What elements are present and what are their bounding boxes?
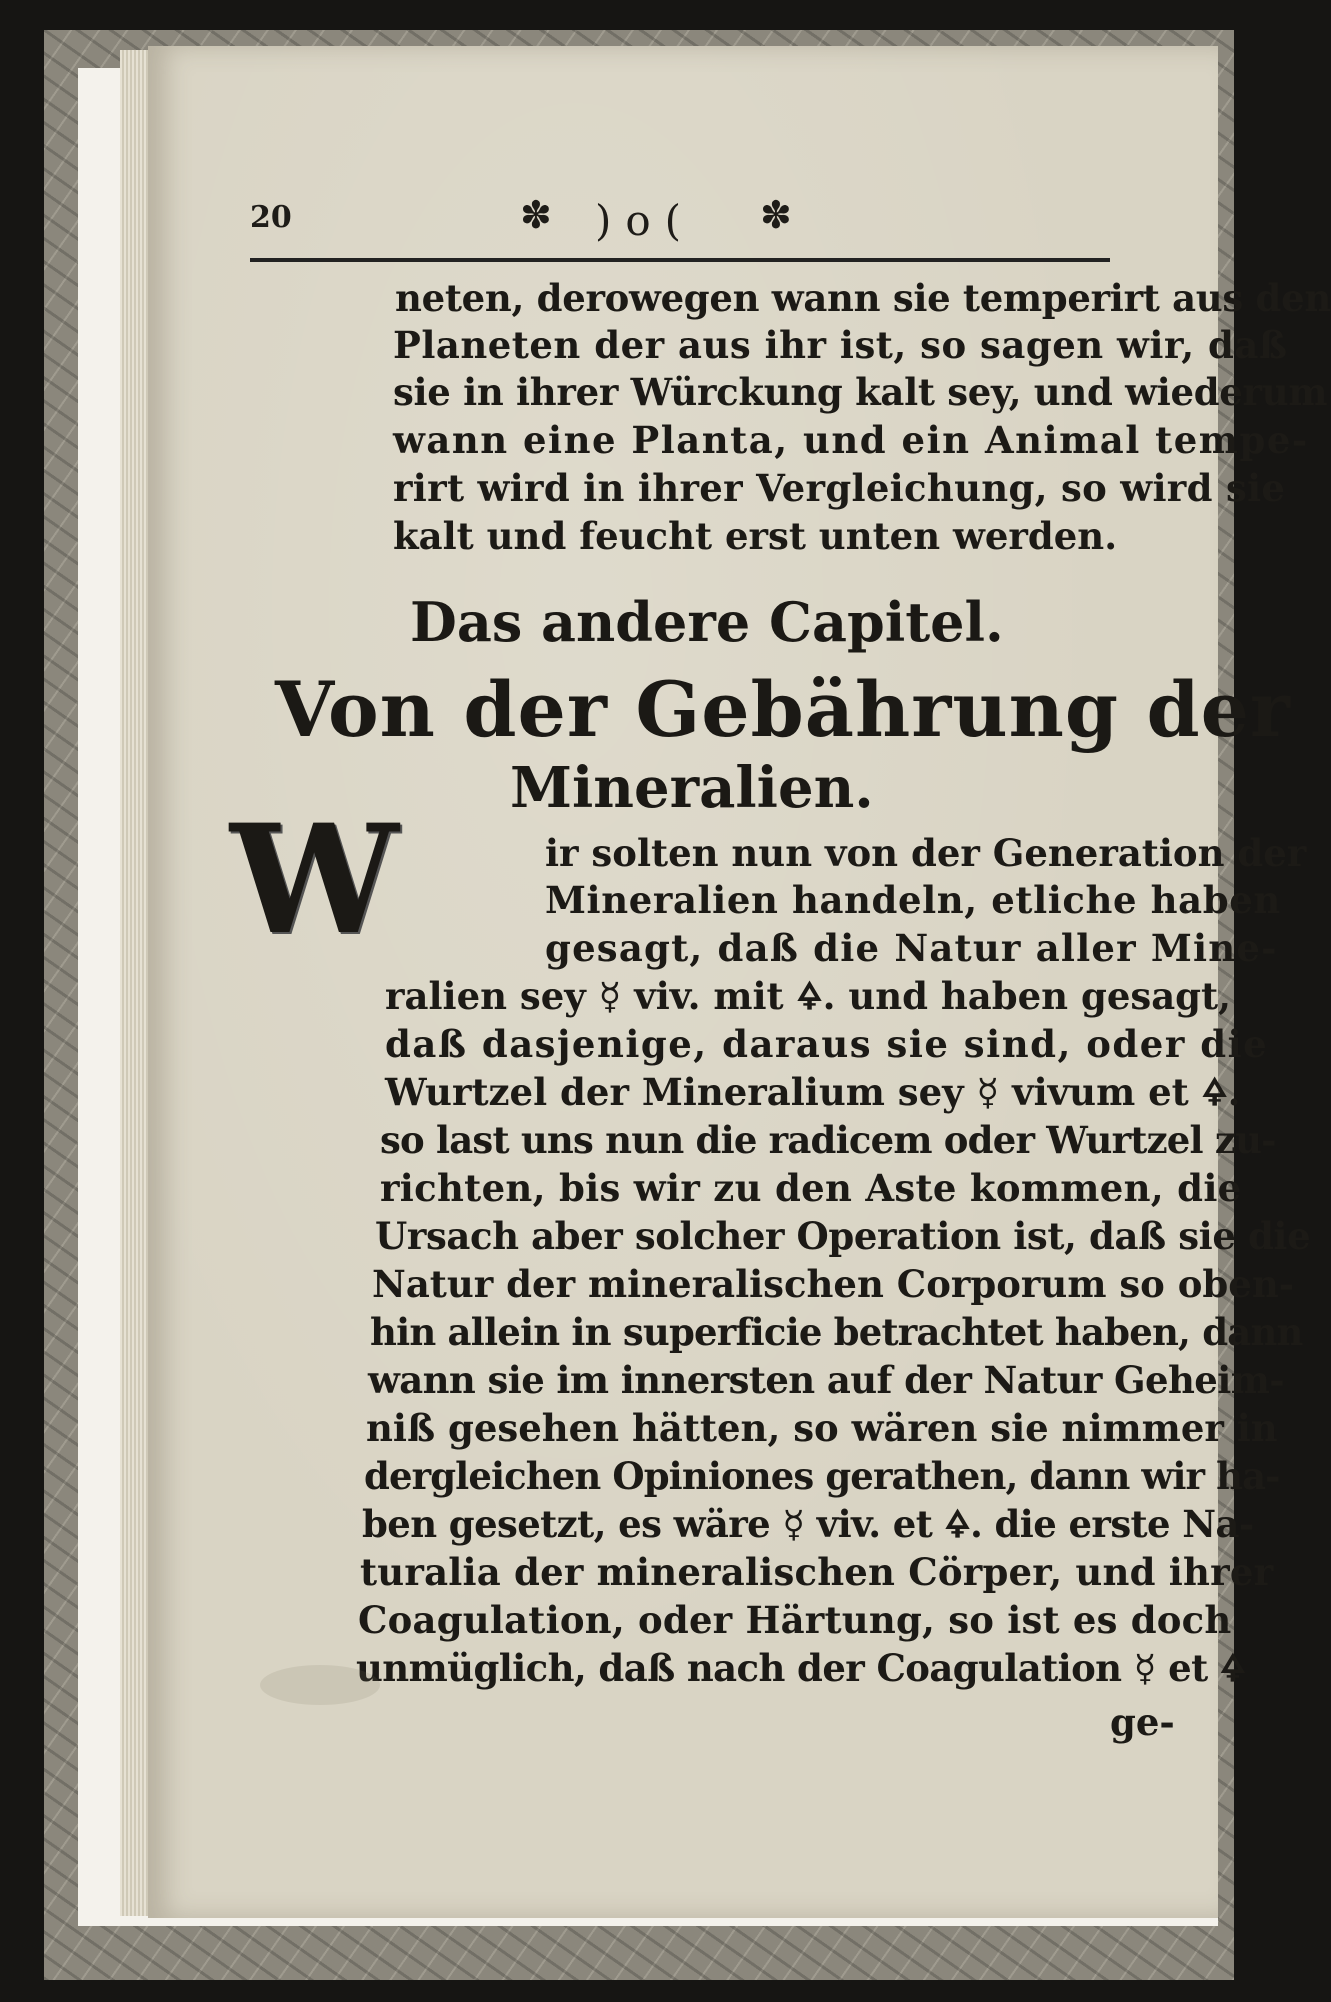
text-line: wann sie im innersten auf der Natur Geheim- (368, 1358, 1285, 1402)
paper-stain (260, 1665, 380, 1705)
text-line: ralien sey ☿ viv. mit 🜍. und haben gesagt, (385, 974, 1232, 1018)
text-line: Planeten der aus ihr ist, so sagen wir, daß (393, 323, 1288, 367)
text-line: dergleichen Opiniones gerathen, dann wir ha- (364, 1454, 1280, 1498)
text-line: Wurtzel der Mineralium sey ☿ vivum et 🜍. (385, 1070, 1241, 1114)
text-line: Ursach aber solcher Operation ist, daß sie die (375, 1214, 1311, 1258)
text-line: ir solten nun von der Generation der (545, 831, 1307, 875)
text-line: daß dasjenige, daraus sie sind, oder die (385, 1022, 1269, 1066)
chapter-number: Das andere Capitel. (410, 590, 1004, 654)
text-line: Mineralien handeln, etliche haben (545, 878, 1281, 922)
text-line: Coagulation, oder Härtung, so ist es doch (358, 1598, 1232, 1642)
text-line: neten, derowegen wann sie temperirt aus den (395, 276, 1331, 320)
text-line: hin allein in superficie betrachtet haben, dann (370, 1310, 1303, 1354)
page-number: 20 (250, 200, 292, 235)
chapter-title-continued: Mineralien. (510, 755, 874, 821)
header-brackets: )o( (595, 196, 696, 245)
text-line: ben gesetzt, es wäre ☿ viv. et 🜍. die erste Na- (362, 1502, 1254, 1546)
text-line: niß gesehen hätten, so wären sie nimmer in (366, 1406, 1278, 1450)
text-line: Natur der mineralischen Corporum so oben- (372, 1262, 1295, 1306)
text-line: rirt wird in ihrer Vergleichung, so wird sie (393, 466, 1286, 510)
text-line: sie in ihrer Würckung kalt sey, und wiederum (393, 370, 1328, 414)
drop-cap: W (230, 792, 399, 968)
ornament-right-icon: ✽ (760, 193, 792, 237)
ornament-left-icon: ✽ (520, 193, 552, 237)
text-line: kalt und feucht erst unten werden. (393, 514, 1118, 558)
running-header (250, 193, 1110, 262)
text-line: wann eine Planta, und ein Animal tempe- (393, 418, 1309, 462)
text-line: richten, bis wir zu den Aste kommen, die (380, 1166, 1242, 1210)
text-line: unmüglich, daß nach der Coagulation ☿ et 🜍 (356, 1646, 1246, 1690)
text-line: so last uns nun die radicem oder Wurtzel zu- (380, 1118, 1276, 1162)
chapter-title: Von der Gebährung der (275, 665, 1291, 754)
text-line: turalia der mineralischen Cörper, und ihrer (360, 1550, 1274, 1594)
catchword: ge- (1110, 1700, 1175, 1744)
text-line: gesagt, daß die Natur aller Mine- (545, 926, 1278, 970)
